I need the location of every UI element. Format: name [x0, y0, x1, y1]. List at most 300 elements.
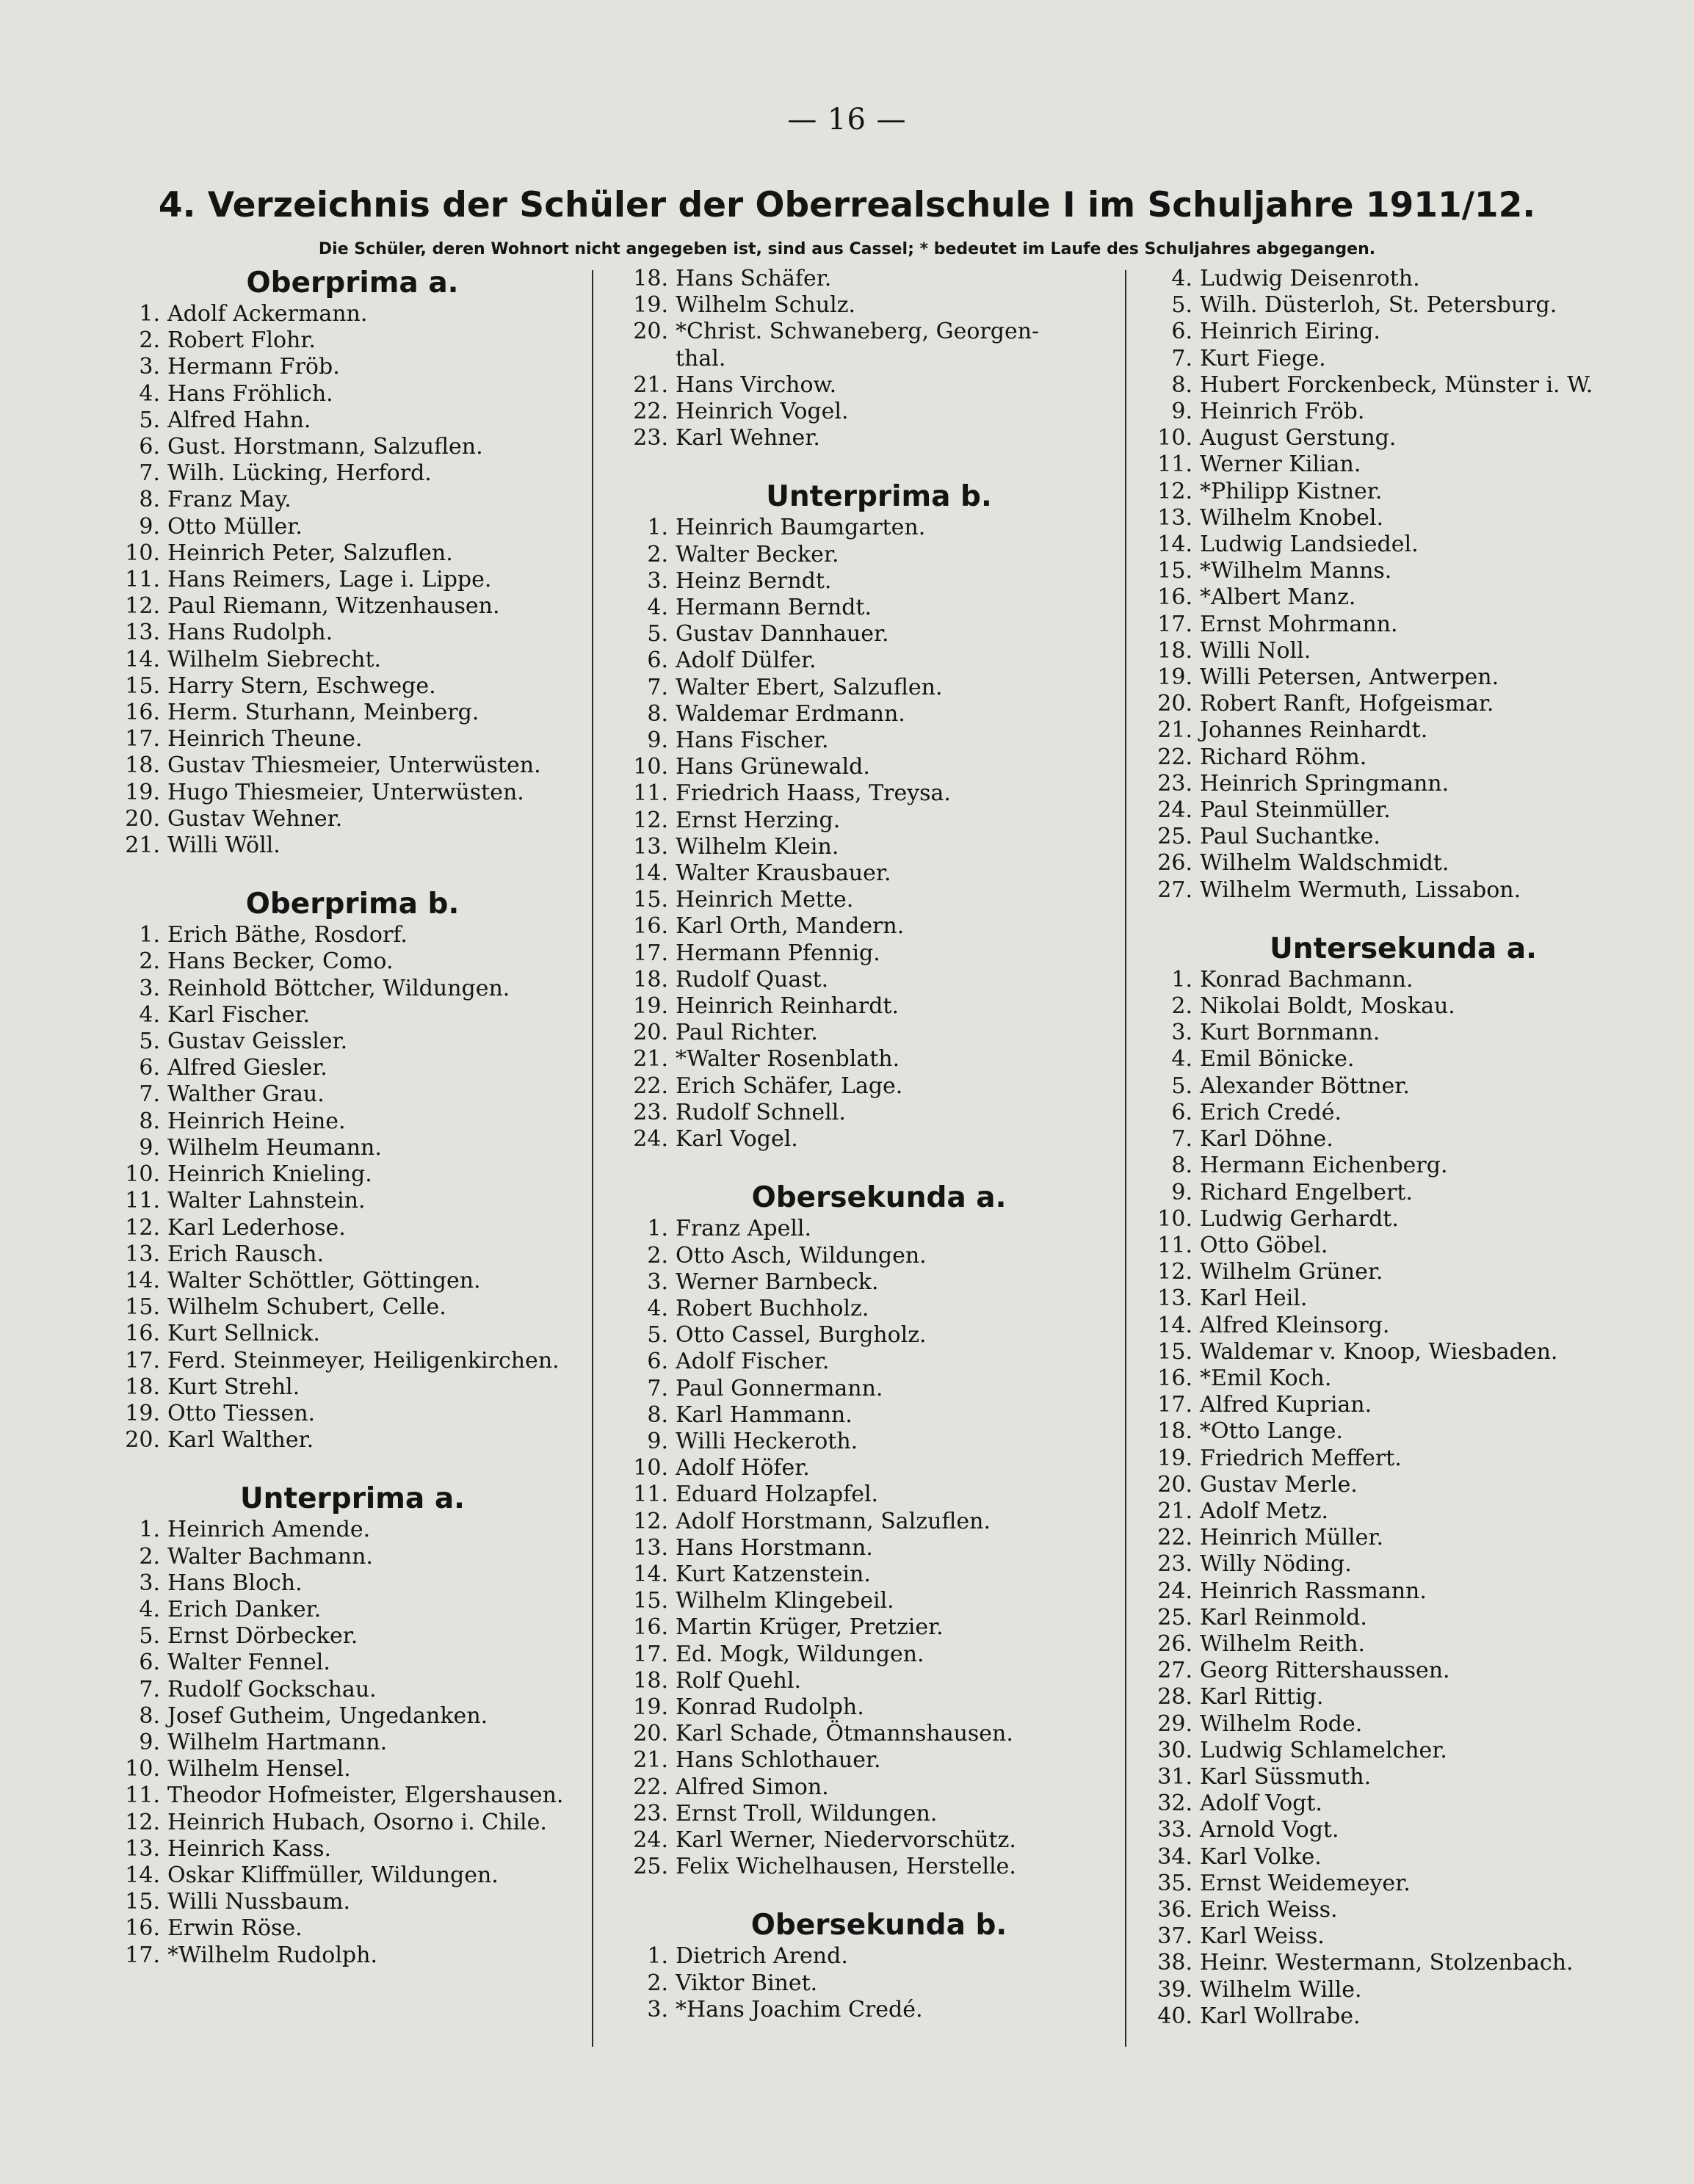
student-entry — [117, 647, 587, 673]
student-name: Heinrich Theune. — [167, 726, 363, 752]
section-gap — [1150, 904, 1657, 932]
entry-number: 24. — [633, 1126, 668, 1153]
student-name: Willi Wöll. — [167, 832, 280, 859]
student-entry — [626, 1073, 1132, 1100]
student-entry — [626, 542, 1132, 568]
student-name: Hans Horstmann. — [676, 1534, 873, 1561]
student-name: Alfred Hahn. — [167, 407, 311, 433]
student-entry — [117, 407, 587, 434]
student-name: Werner Barnbeck. — [676, 1269, 879, 1295]
entry-number: 7. — [1171, 345, 1192, 371]
entry-number: 19. — [633, 292, 668, 319]
entry-number: 38. — [1157, 1950, 1192, 1976]
student-name: Paul Suchantke. — [1200, 824, 1380, 850]
student-entry — [626, 1535, 1132, 1561]
student-entry — [626, 1269, 1132, 1296]
student-entry — [1150, 1631, 1657, 1658]
entry-number: 17. — [633, 1641, 668, 1667]
student-entry — [117, 1081, 587, 1108]
student-name: Ernst Weidemeyer. — [1200, 1870, 1411, 1896]
student-name: Karl Lederhose. — [167, 1214, 346, 1241]
student-name: Walter Bachmann. — [167, 1543, 373, 1570]
student-name: Wilhelm Grüner. — [1200, 1259, 1383, 1285]
student-name: Oskar Kliffmüller, Wildungen. — [167, 1862, 499, 1888]
entry-number: 19. — [1157, 664, 1192, 691]
student-entry — [1150, 1977, 1657, 2003]
student-list — [626, 1943, 1132, 2023]
student-name: Karl Fischer. — [167, 1001, 311, 1028]
student-name: Hans Bloch. — [167, 1570, 303, 1596]
entry-number: 3. — [139, 1570, 160, 1596]
student-name: Hans Becker, Como. — [167, 948, 394, 975]
student-name: Ernst Troll, Wildungen. — [676, 1800, 938, 1826]
student-name: Walter Lahnstein. — [167, 1188, 366, 1214]
student-name: Ludwig Landsiedel. — [1200, 532, 1419, 558]
student-name: *Hans Joachim Credé. — [676, 1996, 923, 2022]
student-entry — [1150, 425, 1657, 451]
entry-number: 12. — [125, 1809, 160, 1835]
student-name: Adolf Höfer. — [676, 1455, 810, 1481]
student-entry — [1150, 1658, 1657, 1684]
student-name: Willi Noll. — [1200, 637, 1311, 664]
student-entry — [1150, 1259, 1657, 1285]
entry-number: 20. — [125, 805, 160, 832]
student-entry — [1150, 638, 1657, 664]
student-entry — [1150, 1285, 1657, 1312]
entry-number: 14. — [633, 1561, 668, 1587]
entry-number: 25. — [1157, 824, 1192, 850]
student-entry — [1150, 691, 1657, 717]
student-entry — [117, 1215, 587, 1241]
entry-number: 17. — [125, 1942, 160, 1968]
student-entry — [1150, 1233, 1657, 1259]
student-entry — [626, 292, 1132, 319]
student-name: Otto Tiessen. — [167, 1400, 316, 1426]
student-entry — [1150, 1339, 1657, 1365]
entry-number: 4. — [1171, 266, 1192, 291]
student-name: Otto Asch, Wildungen. — [676, 1242, 927, 1269]
entry-number: 2. — [139, 948, 160, 975]
student-name: Otto Göbel. — [1200, 1232, 1328, 1258]
student-list — [117, 301, 587, 859]
entry-number: 35. — [1157, 1870, 1192, 1896]
student-name: Franz May. — [167, 487, 292, 513]
student-entry — [1150, 1365, 1657, 1392]
student-name: Heinrich Heine. — [167, 1108, 346, 1134]
student-name: Friedrich Haass, Treysa. — [676, 780, 951, 807]
student-name: Wilhelm Reith. — [1200, 1630, 1365, 1657]
student-name: Hermann Pfennig. — [676, 940, 880, 966]
student-entry — [1150, 266, 1657, 292]
student-name: Heinrich Knieling. — [167, 1161, 372, 1188]
student-name: Willy Nöding. — [1200, 1551, 1352, 1578]
student-entry — [117, 1597, 587, 1623]
student-entry — [1150, 664, 1657, 691]
entry-number: 18. — [633, 1667, 668, 1694]
entry-number: 15. — [633, 887, 668, 913]
student-entry — [626, 1721, 1132, 1747]
entry-number: 4. — [139, 1596, 160, 1622]
student-entry — [117, 1942, 587, 1969]
entry-number: 11. — [633, 780, 668, 807]
student-name: Harry Stern, Eschwege. — [167, 672, 436, 699]
student-name: Karl Vogel. — [676, 1126, 798, 1153]
student-entry — [626, 1943, 1132, 1970]
student-entry — [1150, 1445, 1657, 1472]
student-name: Walther Grau. — [167, 1081, 325, 1108]
column-divider — [592, 270, 593, 2047]
student-entry — [1150, 399, 1657, 425]
entry-number: 10. — [125, 1161, 160, 1188]
student-name: thal. — [676, 345, 726, 371]
student-entry — [1150, 505, 1657, 532]
student-entry — [1150, 1525, 1657, 1551]
entry-number: 39. — [1157, 1976, 1192, 2003]
student-entry — [626, 1481, 1132, 1508]
student-name: Wilh. Düsterloh, St. Petersburg. — [1200, 292, 1557, 319]
student-entry — [117, 460, 587, 487]
student-name: Wilhelm Siebrecht. — [167, 646, 382, 672]
student-entry — [626, 1997, 1132, 2023]
entry-number: 6. — [139, 434, 160, 460]
student-list — [626, 266, 1132, 451]
student-entry — [1150, 850, 1657, 877]
student-entry — [1150, 1100, 1657, 1126]
student-name: Kurt Bornmann. — [1200, 1020, 1380, 1046]
entry-number: 9. — [1171, 1179, 1192, 1205]
entry-number: 11. — [125, 1188, 160, 1214]
entry-number: 32. — [1157, 1791, 1192, 1817]
student-entry — [1150, 1738, 1657, 1764]
entry-number: 14. — [633, 860, 668, 887]
student-name: *Walter Rosenblath. — [676, 1046, 900, 1073]
student-entry — [626, 1046, 1132, 1073]
entry-number: 20. — [633, 319, 668, 345]
entry-number: 21. — [633, 1046, 668, 1073]
student-name: Nikolai Boldt, Moskau. — [1200, 993, 1455, 1020]
student-entry — [626, 346, 1132, 372]
student-name: *Philipp Kistner. — [1200, 478, 1383, 504]
student-entry — [1150, 877, 1657, 904]
entry-number: 21. — [633, 371, 668, 398]
student-entry — [1150, 612, 1657, 638]
student-name: Karl Reinmold. — [1200, 1604, 1367, 1630]
student-name: Adolf Metz. — [1200, 1498, 1329, 1524]
student-entry — [626, 1455, 1132, 1481]
student-name: Wilh. Lücking, Herford. — [167, 460, 432, 487]
student-name: Walter Schöttler, Göttingen. — [167, 1267, 481, 1294]
entry-number: 12. — [633, 1508, 668, 1534]
entry-number: 12. — [125, 593, 160, 620]
student-name: Wilhelm Waldschmidt. — [1200, 850, 1449, 877]
entry-number: 4. — [647, 595, 668, 621]
student-entry — [117, 700, 587, 726]
student-entry — [117, 1002, 587, 1028]
entry-number: 9. — [139, 513, 160, 540]
student-name: Hans Schlothauer. — [676, 1747, 881, 1774]
entry-number: 14. — [125, 1267, 160, 1294]
student-name: Willi Petersen, Antwerpen. — [1200, 664, 1499, 691]
student-entry — [626, 1349, 1132, 1375]
student-entry — [1150, 1817, 1657, 1843]
entry-number: 24. — [1157, 1578, 1192, 1604]
student-name: Gustav Wehner. — [167, 805, 343, 832]
student-name: Paul Riemann, Witzenhausen. — [167, 593, 500, 620]
student-name: Walter Krausbauer. — [676, 860, 891, 887]
student-name: Kurt Sellnick. — [167, 1321, 320, 1347]
entry-number: 4. — [139, 1001, 160, 1028]
student-name: Viktor Binet. — [676, 1970, 818, 1996]
student-name: Theodor Hofmeister, Elgershausen. — [167, 1782, 564, 1809]
student-name: Reinhold Böttcher, Wildungen. — [167, 975, 510, 1001]
student-entry — [1150, 1392, 1657, 1418]
student-entry — [117, 1810, 587, 1836]
entry-number: 11. — [125, 567, 160, 593]
student-name: Heinrich Reinhardt. — [676, 993, 900, 1020]
student-entry — [626, 1747, 1132, 1774]
student-name: Karl Hammann. — [676, 1401, 853, 1428]
student-name: Ernst Mohrmann. — [1200, 611, 1398, 637]
entry-number: 3. — [647, 1269, 668, 1295]
entry-number: 5. — [1171, 1073, 1192, 1099]
entry-number: 4. — [139, 380, 160, 407]
student-name: Wilhelm Schulz. — [676, 292, 856, 319]
student-entry — [626, 1100, 1132, 1126]
student-entry — [626, 1020, 1132, 1046]
student-entry — [117, 1889, 587, 1915]
student-name: Eduard Holzapfel. — [676, 1481, 879, 1508]
student-list — [117, 922, 587, 1454]
student-list — [1150, 266, 1657, 904]
student-entry — [1150, 771, 1657, 797]
student-entry — [626, 1774, 1132, 1801]
student-name: Karl Wollrabe. — [1200, 2003, 1361, 2029]
student-entry — [117, 327, 587, 354]
student-entry — [1150, 993, 1657, 1020]
entry-number: 14. — [125, 1862, 160, 1888]
entry-number: 13. — [633, 833, 668, 860]
entry-number: 6. — [139, 1055, 160, 1081]
entry-number: 26. — [1157, 1630, 1192, 1657]
entry-number: 17. — [1157, 611, 1192, 637]
student-name: Ludwig Schlamelcher. — [1200, 1737, 1447, 1763]
student-entry — [117, 487, 587, 513]
student-name: Robert Buchholz. — [676, 1295, 869, 1321]
section-gap — [117, 1454, 587, 1481]
entry-number: 1. — [647, 515, 668, 541]
student-name: Richard Röhm. — [1200, 744, 1367, 770]
student-entry — [626, 940, 1132, 967]
student-name: Heinrich Fröb. — [1200, 399, 1365, 425]
student-entry — [1150, 1153, 1657, 1179]
student-entry — [117, 567, 587, 593]
entry-number: 17. — [1157, 1392, 1192, 1418]
student-entry — [626, 1854, 1132, 1880]
student-name: Paul Gonnermann. — [676, 1375, 883, 1401]
student-name: Hugo Thiesmeier, Unterwüsten. — [167, 779, 524, 805]
entry-number: 23. — [1157, 1551, 1192, 1578]
student-entry — [626, 1376, 1132, 1402]
entry-number: 7. — [139, 1081, 160, 1108]
student-name: Wilhelm Rode. — [1200, 1710, 1363, 1737]
student-name: Herm. Sturhann, Meinberg. — [167, 700, 479, 726]
student-name: Josef Gutheim, Ungedanken. — [167, 1702, 488, 1729]
entry-number: 17. — [125, 726, 160, 752]
entry-number: 30. — [1157, 1737, 1192, 1763]
student-entry — [626, 1509, 1132, 1535]
entry-number: 11. — [125, 1782, 160, 1809]
student-name: Wilhelm Heumann. — [167, 1134, 382, 1161]
student-entry — [626, 1801, 1132, 1827]
student-entry — [626, 1429, 1132, 1455]
column-3 — [1150, 266, 1657, 2030]
student-name: Heinrich Peter, Salzuflen. — [167, 540, 453, 566]
section-gap — [626, 1880, 1132, 1908]
entry-number: 18. — [1157, 637, 1192, 664]
student-entry — [626, 1243, 1132, 1269]
entry-number: 15. — [1157, 1338, 1192, 1365]
student-name: Hans Reimers, Lage i. Lippe. — [167, 567, 492, 593]
student-entry — [626, 1588, 1132, 1614]
entry-number: 9. — [647, 728, 668, 754]
student-entry — [117, 1544, 587, 1570]
student-name: Heinrich Müller. — [1200, 1525, 1383, 1551]
student-name: Wilhelm Hensel. — [167, 1756, 351, 1782]
student-entry — [117, 1348, 587, 1374]
entry-number: 11. — [1157, 451, 1192, 478]
student-entry — [626, 913, 1132, 940]
student-name: Ed. Mogk, Wildungen. — [676, 1641, 924, 1667]
student-list — [626, 1216, 1132, 1880]
student-entry — [1150, 584, 1657, 611]
student-entry — [117, 1862, 587, 1889]
student-name: Ernst Dörbecker. — [167, 1623, 358, 1650]
student-name: *Wilhelm Rudolph. — [167, 1942, 377, 1968]
student-name: Karl Schade, Ötmannshausen. — [676, 1721, 1013, 1747]
entry-number: 9. — [647, 1428, 668, 1454]
student-entry — [1150, 319, 1657, 345]
student-name: Ferd. Steinmeyer, Heiligenkirchen. — [167, 1347, 560, 1374]
student-entry — [117, 593, 587, 620]
student-entry — [626, 568, 1132, 595]
entry-number: 31. — [1157, 1763, 1192, 1790]
student-entry — [117, 780, 587, 806]
student-name: *Albert Manz. — [1200, 584, 1356, 611]
student-entry — [1150, 1871, 1657, 1897]
student-name: Hubert Forckenbeck, Münster i. W. — [1200, 371, 1593, 398]
student-name: Karl Walther. — [167, 1427, 314, 1454]
student-name: Wilhelm Knobel. — [1200, 504, 1384, 531]
entry-number: 21. — [633, 1747, 668, 1774]
student-entry — [626, 967, 1132, 993]
student-name: Hermann Berndt. — [676, 595, 872, 621]
student-name: Alexander Böttner. — [1200, 1073, 1410, 1099]
student-entry — [117, 301, 587, 327]
student-entry — [1150, 1180, 1657, 1206]
entry-number: 22. — [633, 1073, 668, 1099]
student-name: Rolf Quehl. — [676, 1667, 802, 1694]
class-heading: Oberprima b. — [245, 888, 460, 921]
entry-number: 18. — [633, 266, 668, 291]
class-heading: Untersekunda a. — [1270, 932, 1537, 965]
student-name: Rudolf Quast. — [676, 966, 829, 993]
student-entry — [117, 1055, 587, 1081]
student-entry — [117, 1836, 587, 1862]
student-name: Alfred Simon. — [676, 1774, 829, 1800]
entry-number: 3. — [647, 1996, 668, 2022]
student-entry — [626, 266, 1132, 292]
entry-number: 10. — [633, 1455, 668, 1481]
student-name: Erwin Röse. — [167, 1915, 303, 1942]
column-2 — [626, 266, 1132, 2023]
student-entry — [117, 1427, 587, 1454]
student-entry — [1150, 1844, 1657, 1871]
student-entry — [117, 1109, 587, 1135]
entry-number: 26. — [1157, 850, 1192, 877]
page-title: 4. Verzeichnis der Schüler der Oberrealschule I im Schuljahre 1911/12. — [158, 185, 1536, 225]
student-name: Adolf Vogt. — [1200, 1791, 1322, 1817]
student-entry — [626, 860, 1132, 887]
entry-number: 22. — [1157, 744, 1192, 770]
entry-number: 20. — [125, 1427, 160, 1454]
student-name: Gustav Thiesmeier, Unterwüsten. — [167, 752, 541, 779]
entry-number: 8. — [139, 1108, 160, 1134]
section-gap — [626, 1153, 1132, 1180]
student-entry — [626, 1216, 1132, 1242]
student-name: Franz Apell. — [676, 1216, 812, 1242]
entry-number: 3. — [1171, 1020, 1192, 1046]
entry-number: 13. — [633, 1534, 668, 1561]
entry-number: 22. — [633, 399, 668, 425]
student-name: Karl Heil. — [1200, 1285, 1308, 1312]
student-entry — [1150, 1418, 1657, 1445]
class-heading: Obersekunda b. — [750, 1909, 1007, 1942]
entry-number: 12. — [633, 807, 668, 833]
student-name: Walter Becker. — [676, 541, 839, 567]
entry-number: 37. — [1157, 1923, 1192, 1950]
student-entry — [1150, 1684, 1657, 1710]
entry-number: 5. — [139, 1028, 160, 1055]
entry-number: 15. — [125, 1294, 160, 1321]
entry-number: 24. — [1157, 797, 1192, 824]
entry-number: 5. — [139, 407, 160, 433]
student-entry — [117, 381, 587, 407]
entry-number: 25. — [633, 1854, 668, 1880]
student-name: Gustav Dannhauer. — [676, 621, 889, 647]
student-name: Robert Ranft, Hofgeismar. — [1200, 691, 1494, 717]
student-entry — [626, 728, 1132, 754]
student-name: Paul Steinmüller. — [1200, 797, 1391, 824]
student-name: Alfred Kuprian. — [1200, 1392, 1372, 1418]
entry-number: 2. — [139, 327, 160, 354]
student-name: Karl Orth, Mandern. — [676, 913, 905, 940]
student-entry — [117, 620, 587, 646]
entry-number: 15. — [125, 1889, 160, 1915]
student-entry — [1150, 1046, 1657, 1073]
student-entry — [1150, 1923, 1657, 1950]
student-name: Erich Bäthe, Rosdorf. — [167, 922, 408, 948]
student-name: Ernst Herzing. — [676, 807, 841, 833]
student-entry — [1150, 1020, 1657, 1046]
student-name: Erich Danker. — [167, 1596, 322, 1622]
student-entry — [626, 808, 1132, 834]
student-name: Otto Müller. — [167, 513, 303, 540]
entry-number: 16. — [633, 913, 668, 940]
student-entry — [626, 1668, 1132, 1694]
student-name: Heinrich Vogel. — [676, 399, 849, 425]
entry-number: 27. — [1157, 1658, 1192, 1684]
entry-number: 14. — [1157, 1312, 1192, 1338]
